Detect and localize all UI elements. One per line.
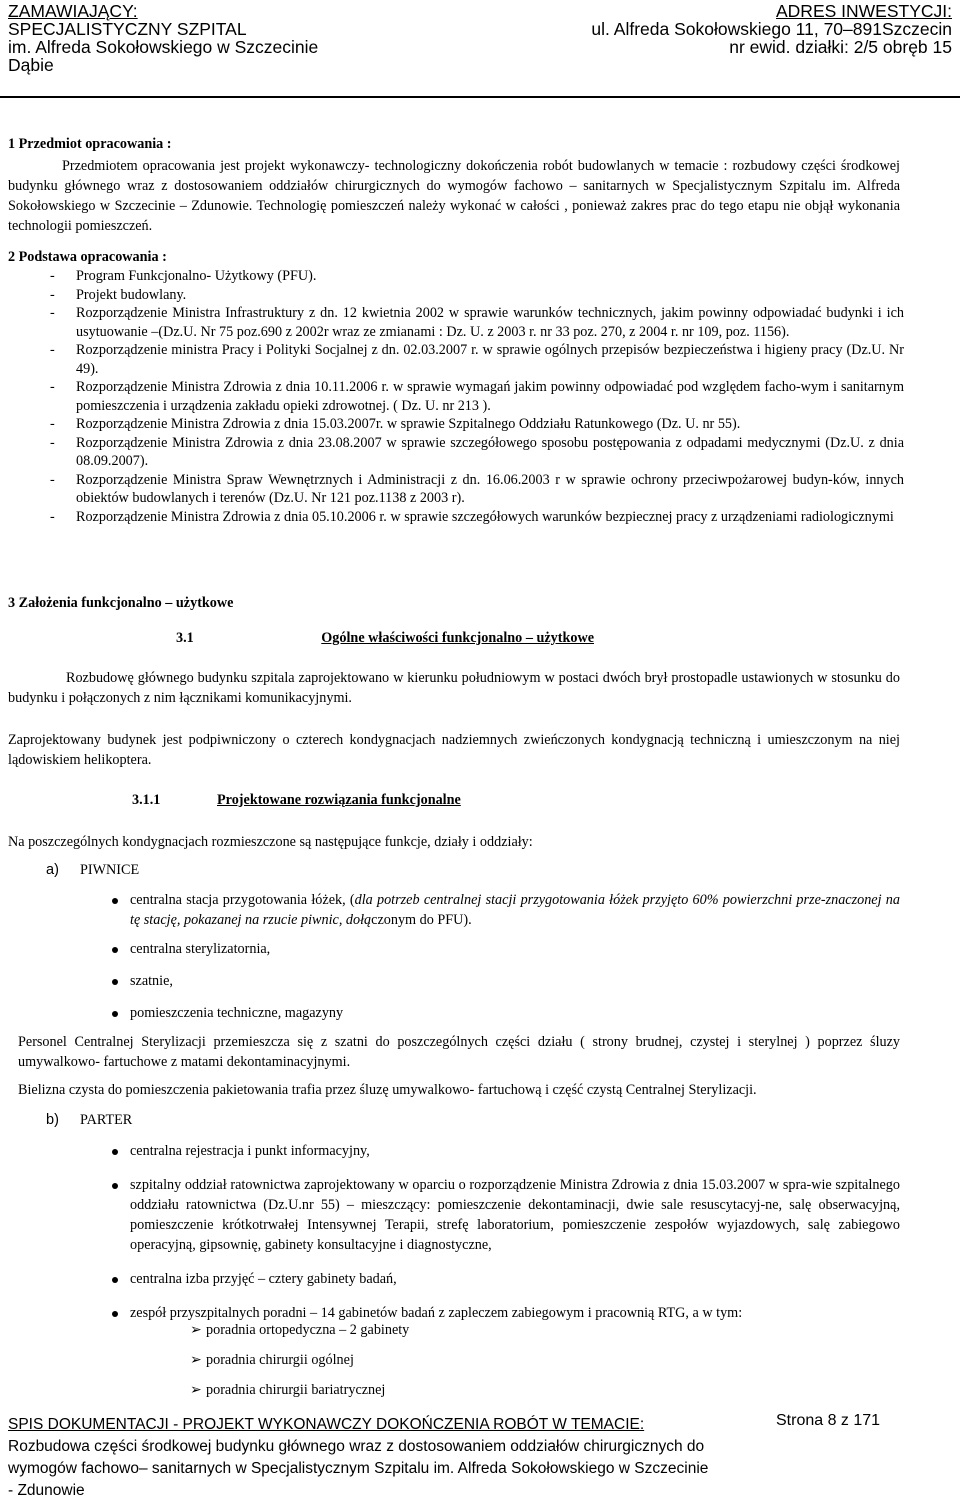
- investor-label: ZAMAWIAJĄCY:: [8, 1, 138, 21]
- list-item: ➢ poradnia chirurgii ogólnej: [190, 1352, 354, 1368]
- investor-name: SPECJALISTYCZNY SZPITAL: [8, 19, 247, 39]
- sterilization-paragraph: Personel Centralnej Sterylizacji przemieszcza się z szatni do poszczególnych części działu ( strony brudnej, czystej i sterylnej ) poprzez śluzy umywalkowo- fartuchowe z matami dekontaminacyjnymi.: [18, 1034, 900, 1070]
- basement-list: [110, 890, 900, 1023]
- arrowhead-icon: ➢: [190, 1382, 202, 1398]
- footer-title: SPIS DOKUMENTACJI - PROJEKT WYKONAWCZY DOKOŃCZENIA ROBÓT W TEMACIE:: [8, 1416, 645, 1433]
- section-2-list: [8, 267, 904, 526]
- subsection-3-1-number: 3.1: [176, 630, 194, 646]
- footer-subject-line2: wymogów fachowo– sanitarnych w Specjalistycznym Szpitalu im. Alfreda Sokołowskiego w Szczecinie: [8, 1460, 709, 1477]
- list-item: szatnie,: [110, 971, 900, 991]
- subsection-3-1-title: Ogólne właściwości funkcjonalno – użytkowe: [321, 630, 594, 646]
- list-item: - Rozporządzenie ministra Pracy i Polityki Socjalnej z dn. 02.03.2007 r. w sprawie ogólnych przepisów bezpieczeństwa i higieny pracy (Dz.U. Nr 49).: [50, 342, 904, 377]
- list-item: - Rozporządzenie Ministra Zdrowia z dnia 15.03.2007r. w sprawie Szpitalnego Oddziału Ratunkowego (Dz. U. nr 55).: [50, 416, 741, 432]
- list-item: ➢ poradnia ortopedyczna – 2 gabinety: [190, 1322, 410, 1338]
- header-investor: [8, 2, 318, 74]
- list-item: pomieszczenia techniczne, magazyny: [110, 1003, 900, 1023]
- section-1-title: 1 Przedmiot opracowania :: [8, 136, 172, 152]
- footer-document-info: [8, 1414, 708, 1502]
- header-divider: [0, 96, 960, 98]
- list-item: szpitalny oddział ratownictwa zaprojektowany w oparciu o rozporządzenie Ministra Zdrowia z dnia 15.03.2007 w spra-wie szpitalnego oddziału ratownictwa (Dz.U.nr 55) – mieszczący: pomieszczenie dekontaminacji, dwie sale resuscytacyj-ne, salę obserwacyjną, pomieszczenie krótkotrwałej Intensywnej Terapii, strefę laboratorium, pomieszczenie zespołów wyjazdowych, salę zabiegowo operacyjną, gipsownię, gabinety konsultacyjne i diagnostyczne,: [110, 1175, 900, 1255]
- list-item: - Rozporządzenie Ministra Infrastruktury z dn. 12 kwietnia 2002 w sprawie warunków technicznych, jakim powinny odpowiadać budynki i ich usytuowanie –(Dz.U. Nr 75 poz.690 z 2002r wraz ze zmianami : Dz. U. z 2003 r. nr 33 poz. 270, z 2004 r. nr 109, poz. 1156).: [50, 305, 904, 340]
- list-item: - Rozporządzenie Ministra Zdrowia z dnia 10.11.2006 r. w sprawie wymagań jakim powinny odpowiadać pod względem facho-wym i sanitarnym pomieszczenia i urządzenia zakładu opieki zdrowotnej. ( Dz. U. nr 213 ).: [50, 379, 904, 414]
- page-number: Strona 8 z 171: [776, 1412, 881, 1429]
- footer-subject: Rozbudowa części środkowej budynku głównego wraz z dostosowaniem oddziałów chirurgicznych do: [8, 1438, 705, 1455]
- header-investment-address: [591, 2, 952, 56]
- linen-paragraph: Bielizna czysta do pomieszczenia pakietowania trafia przez śluzę umywalkowo- fartuchową i część czystą Centralnej Sterylizacji.: [18, 1082, 757, 1098]
- investor-name-line3: Dąbie: [8, 55, 54, 75]
- ground-floor-list: [110, 1141, 900, 1323]
- section-3-paragraph-1: Rozbudowę głównego budynku szpitala zaprojektowano w kierunku południowym w postaci dwóch brył prostopadle ustawionych w stosunku do budynku i połączonych z nim łącznikami komunikacyjnymi.: [8, 670, 900, 706]
- list-item: - Projekt budowlany.: [50, 286, 187, 303]
- floor-basement-title: PIWNICE: [80, 862, 140, 878]
- list-item: zespół przyszpitalnych poradni – 14 gabinetów badań z zapleczem zabiegowym i pracownią RTG, a w tym:: [110, 1303, 900, 1323]
- section-2-title: 2 Podstawa opracowania :: [8, 249, 167, 265]
- subsection-3-1-1-title: Projektowane rozwiązania funkcjonalne: [217, 792, 461, 808]
- section-3-paragraph-2: Zaprojektowany budynek jest podpiwniczony o czterech kondygnacjach nadziemnych zwieńczonych kondygnacją techniczną i umieszczonym na niej lądowiskiem helikoptera.: [8, 732, 900, 768]
- list-item: - Rozporządzenie Ministra Spraw Wewnętrznych i Administracji z dn. 16.06.2003 r w sprawie ochrony przeciwpożarowej budyn-ków, innych obiektów budowlanych i terenów (Dz.U. Nr 121 poz.1138 z 2003 r).: [50, 471, 904, 506]
- subsection-3-1-1-number: 3.1.1: [132, 792, 161, 808]
- section-3-title: 3 Założenia funkcjonalno – użytkowe: [8, 595, 234, 611]
- arrowhead-icon: ➢: [190, 1322, 202, 1338]
- functions-intro: Na poszczególnych kondygnacjach rozmieszczone są następujące funkcje, działy i oddziały:: [8, 834, 533, 850]
- section-1-paragraph: Przedmiotem opracowania jest projekt wykonawczy- technologiczny dokończenia robót budowlanych w temacie : rozbudowy części środkowej budynku głównego wraz z dostosowaniem oddziałów chirurgicznych do wymogów fachowo – sanitarnych w Specjalistycznym Szpitalu im. Alfreda Sokołowskiego w Szczecinie – Zdunowie. Technologię pomieszczeń należy wykonać w całości , ponieważ zakres prac do tego etapu nie objął wykonania technologii pomieszczeń.: [8, 158, 900, 234]
- address-label: ADRES INWESTYCJI:: [776, 1, 952, 21]
- list-item: centralna stacja przygotowania łóżek, (dla potrzeb centralnej stacji przygotowania łóżek przyjęto 60% powierzchni prze-znaczonej na tę stację, pokazanej na rzucie piwnic, dołączonym do PFU).: [110, 890, 900, 930]
- list-item: centralna sterylizatornia,: [110, 939, 900, 959]
- list-item: - Rozporządzenie Ministra Zdrowia z dnia 05.10.2006 r. w sprawie szczegółowych warunków bezpiecznej pracy z urządzeniami radiologicznymi: [50, 508, 894, 525]
- list-item: ➢ poradnia chirurgii bariatrycznej: [190, 1382, 386, 1398]
- footer-subject-line3: - Zdunowie: [8, 1482, 85, 1499]
- list-item: - Rozporządzenie Ministra Zdrowia z dnia 23.08.2007 w sprawie szczegółowego sposobu postępowania z odpadami medycznymi (Dz.U. z dnia 08.09.2007).: [50, 434, 904, 469]
- clinics-sublist: [190, 1320, 790, 1410]
- arrowhead-icon: ➢: [190, 1352, 202, 1368]
- list-item: - Program Funkcjonalno- Użytkowy (PFU).: [50, 268, 317, 284]
- address-street: ul. Alfreda Sokołowskiego 11, 70–891Szczecin: [591, 19, 952, 39]
- floor-ground-title: PARTER: [80, 1112, 133, 1128]
- list-item: centralna rejestracja i punkt informacyjny,: [110, 1141, 900, 1161]
- list-item: centralna izba przyjęć – cztery gabinety badań,: [110, 1269, 900, 1289]
- address-parcel: nr ewid. działki: 2/5 obręb 15: [729, 37, 952, 57]
- list-marker-b: b): [46, 1112, 59, 1128]
- investor-name-line2: im. Alfreda Sokołowskiego w Szczecinie: [8, 37, 319, 57]
- list-marker-a: a): [46, 862, 59, 878]
